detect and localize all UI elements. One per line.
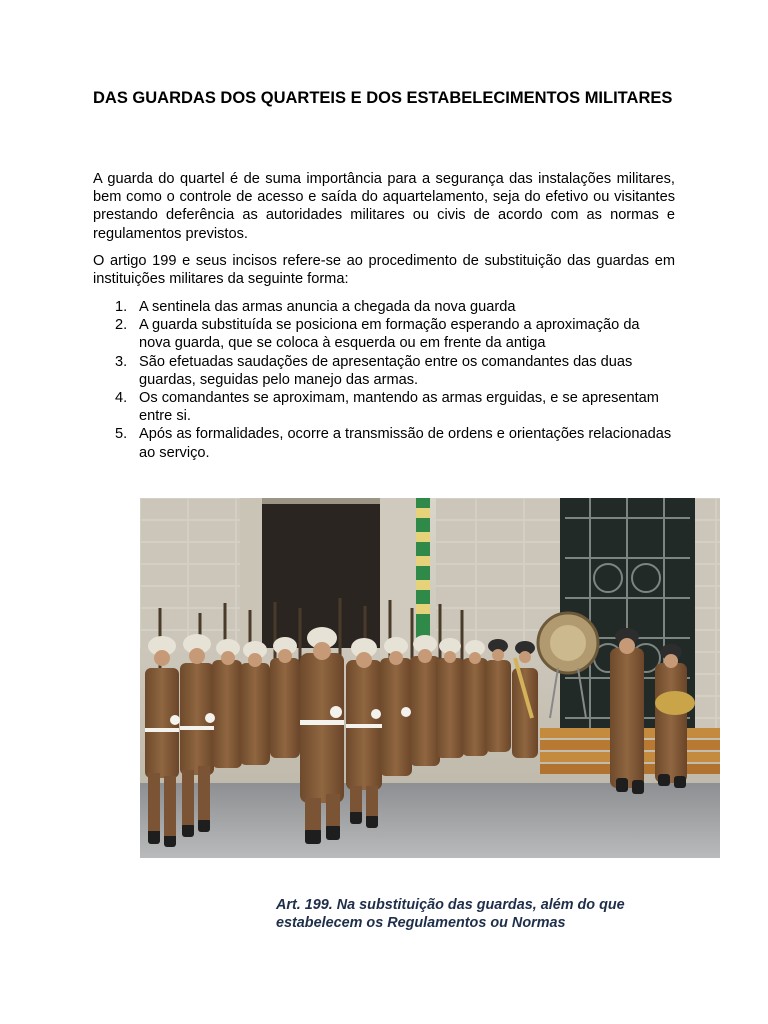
list-item — [93, 298, 675, 316]
list-number: 5. — [115, 426, 128, 443]
guard-ceremony-photo — [140, 498, 720, 858]
list-number: 1. — [115, 299, 128, 315]
intro-paragraph: A guarda do quartel é de suma importância para a segurança das instalações militares, bem como o controle de acesso e saída do aquartelamento, seja do efetivo ou visitantes prestando deferência as autoridades militares ou civis de acordo com as normas e regulamentos previstos. — [93, 171, 675, 242]
list-item — [93, 389, 675, 425]
list-item-text: Os comandantes se aproximam, mantendo as armas erguidas, e se apresentam entre si. — [139, 390, 659, 425]
list-item-text: São efetuadas saudações de apresentação entre os comandantes das duas guardas, seguidas pelo manejo das armas. — [139, 353, 633, 388]
list-number: 4. — [115, 390, 128, 407]
list-item-text: A guarda substituída se posiciona em formação esperando a aproximação da nova guarda, que se coloca à esquerda ou em frente da antiga — [139, 317, 640, 352]
list-item-text: Após as formalidades, ocorre a transmissão de ordens e orientações relacionadas ao serviço. — [139, 426, 672, 461]
list-item-text: A sentinela das armas anuncia a chegada da nova guarda — [139, 299, 516, 315]
list-number: 3. — [115, 353, 128, 370]
list-item — [93, 353, 675, 389]
procedure-list — [93, 298, 675, 462]
image-caption: Art. 199. Na substituição das guardas, além do que estabelecem os Regulamentos ou Normas — [276, 897, 625, 931]
article-paragraph: O artigo 199 e seus incisos refere-se ao procedimento de substituição das guardas em instituições militares da seguinte forma: — [93, 253, 675, 288]
list-item — [93, 425, 675, 461]
list-item — [93, 316, 675, 352]
list-number: 2. — [115, 317, 128, 334]
document-title: DAS GUARDAS DOS QUARTEIS E DOS ESTABELECIMENTOS MILITARES — [93, 89, 673, 107]
